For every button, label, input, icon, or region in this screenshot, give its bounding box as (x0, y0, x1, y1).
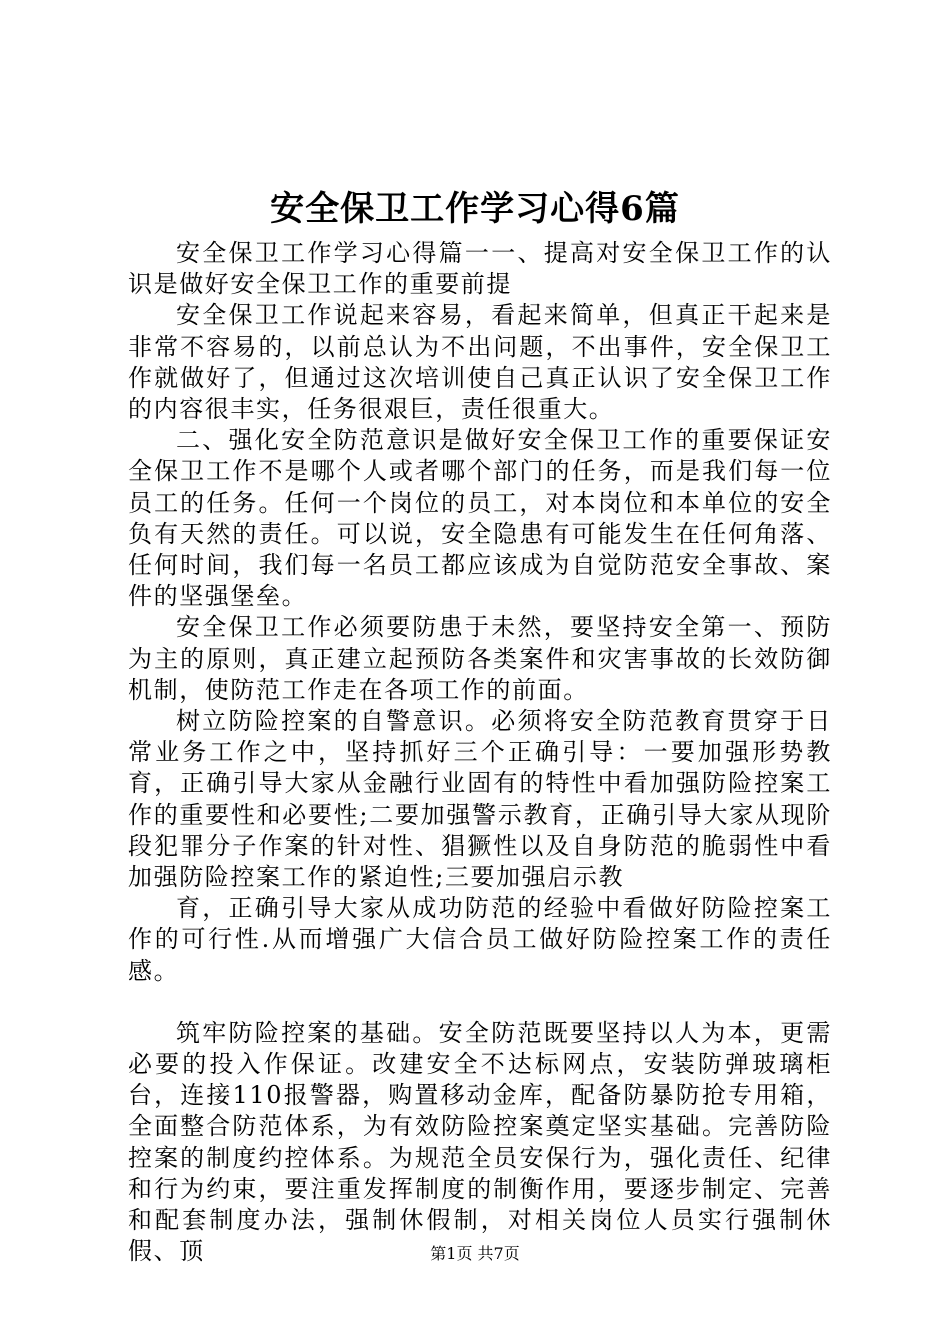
paragraph: 二、强化安全防范意识是做好安全保卫工作的重要保证安全保卫工作不是哪个人或者哪个部门的任务，而是我们每一位员工的任务。任何一个岗位的员工，对本岗位和本单位的安全负有天然的责任。可以说，安全隐患有可能发生在任何角落、任何时间，我们每一名员工都应该成为自觉防范安全事故、案件的坚强堡垒。 (128, 426, 832, 611)
paragraph: 安全保卫工作必须要防患于未然，要坚持安全第一、预防为主的原则，真正建立起预防各类案件和灾害事故的长效防御机制，使防范工作走在各项工作的前面。 (128, 613, 832, 704)
document-body (128, 238, 832, 1268)
document-title: 安全保卫工作学习心得6篇 (270, 189, 680, 229)
paragraph: 安全保卫工作说起来容易，看起来简单，但真正干起来是非常不容易的，以前总认为不出问题，不出事件，安全保卫工作就做好了，但通过这次培训使自己真正认识了安全保卫工作的内容很丰实，任务很艰巨，责任很重大。 (128, 301, 832, 424)
paragraph: 筑牢防险控案的基础。安全防范既要坚持以人为本，更需必要的投入作保证。改建安全不达标网点，安装防弹玻璃柜台，连接110报警器，购置移动金库，配备防暴防抢专用箱，全面整合防范体系，为有效防险控案奠定坚实基础。完善防险控案的制度约控体系。为规范全员安保行为，强化责任、纪律和行为约束，要注重发挥制度的制衡作用，要逐步制定、完善和配套制度办法，强制休假制，对相关岗位人员实行强制休假、顶 (128, 1018, 832, 1266)
paragraph: 安全保卫工作学习心得篇一一、提高对安全保卫工作的认识是做好安全保卫工作的重要前提 (128, 239, 832, 299)
paragraph: 育，正确引导大家从成功防范的经验中看做好防险控案工作的可行性.从而增强广大信合员工做好防险控案工作的责任感。 (128, 894, 832, 985)
page-footer: 第1页 共7页 (430, 1244, 520, 1263)
paragraph: 树立防险控案的自警意识。必须将安全防范教育贯穿于日常业务工作之中，坚持抓好三个正确引导：一要加强形势教育，正确引导大家从金融行业固有的特性中看加强防险控案工作的重要性和必要性;二要加强警示教育，正确引导大家从现阶段犯罪分子作案的针对性、猖獗性以及自身防范的脆弱性中看加强防险控案工作的紧迫性;三要加强启示教 (128, 707, 832, 892)
